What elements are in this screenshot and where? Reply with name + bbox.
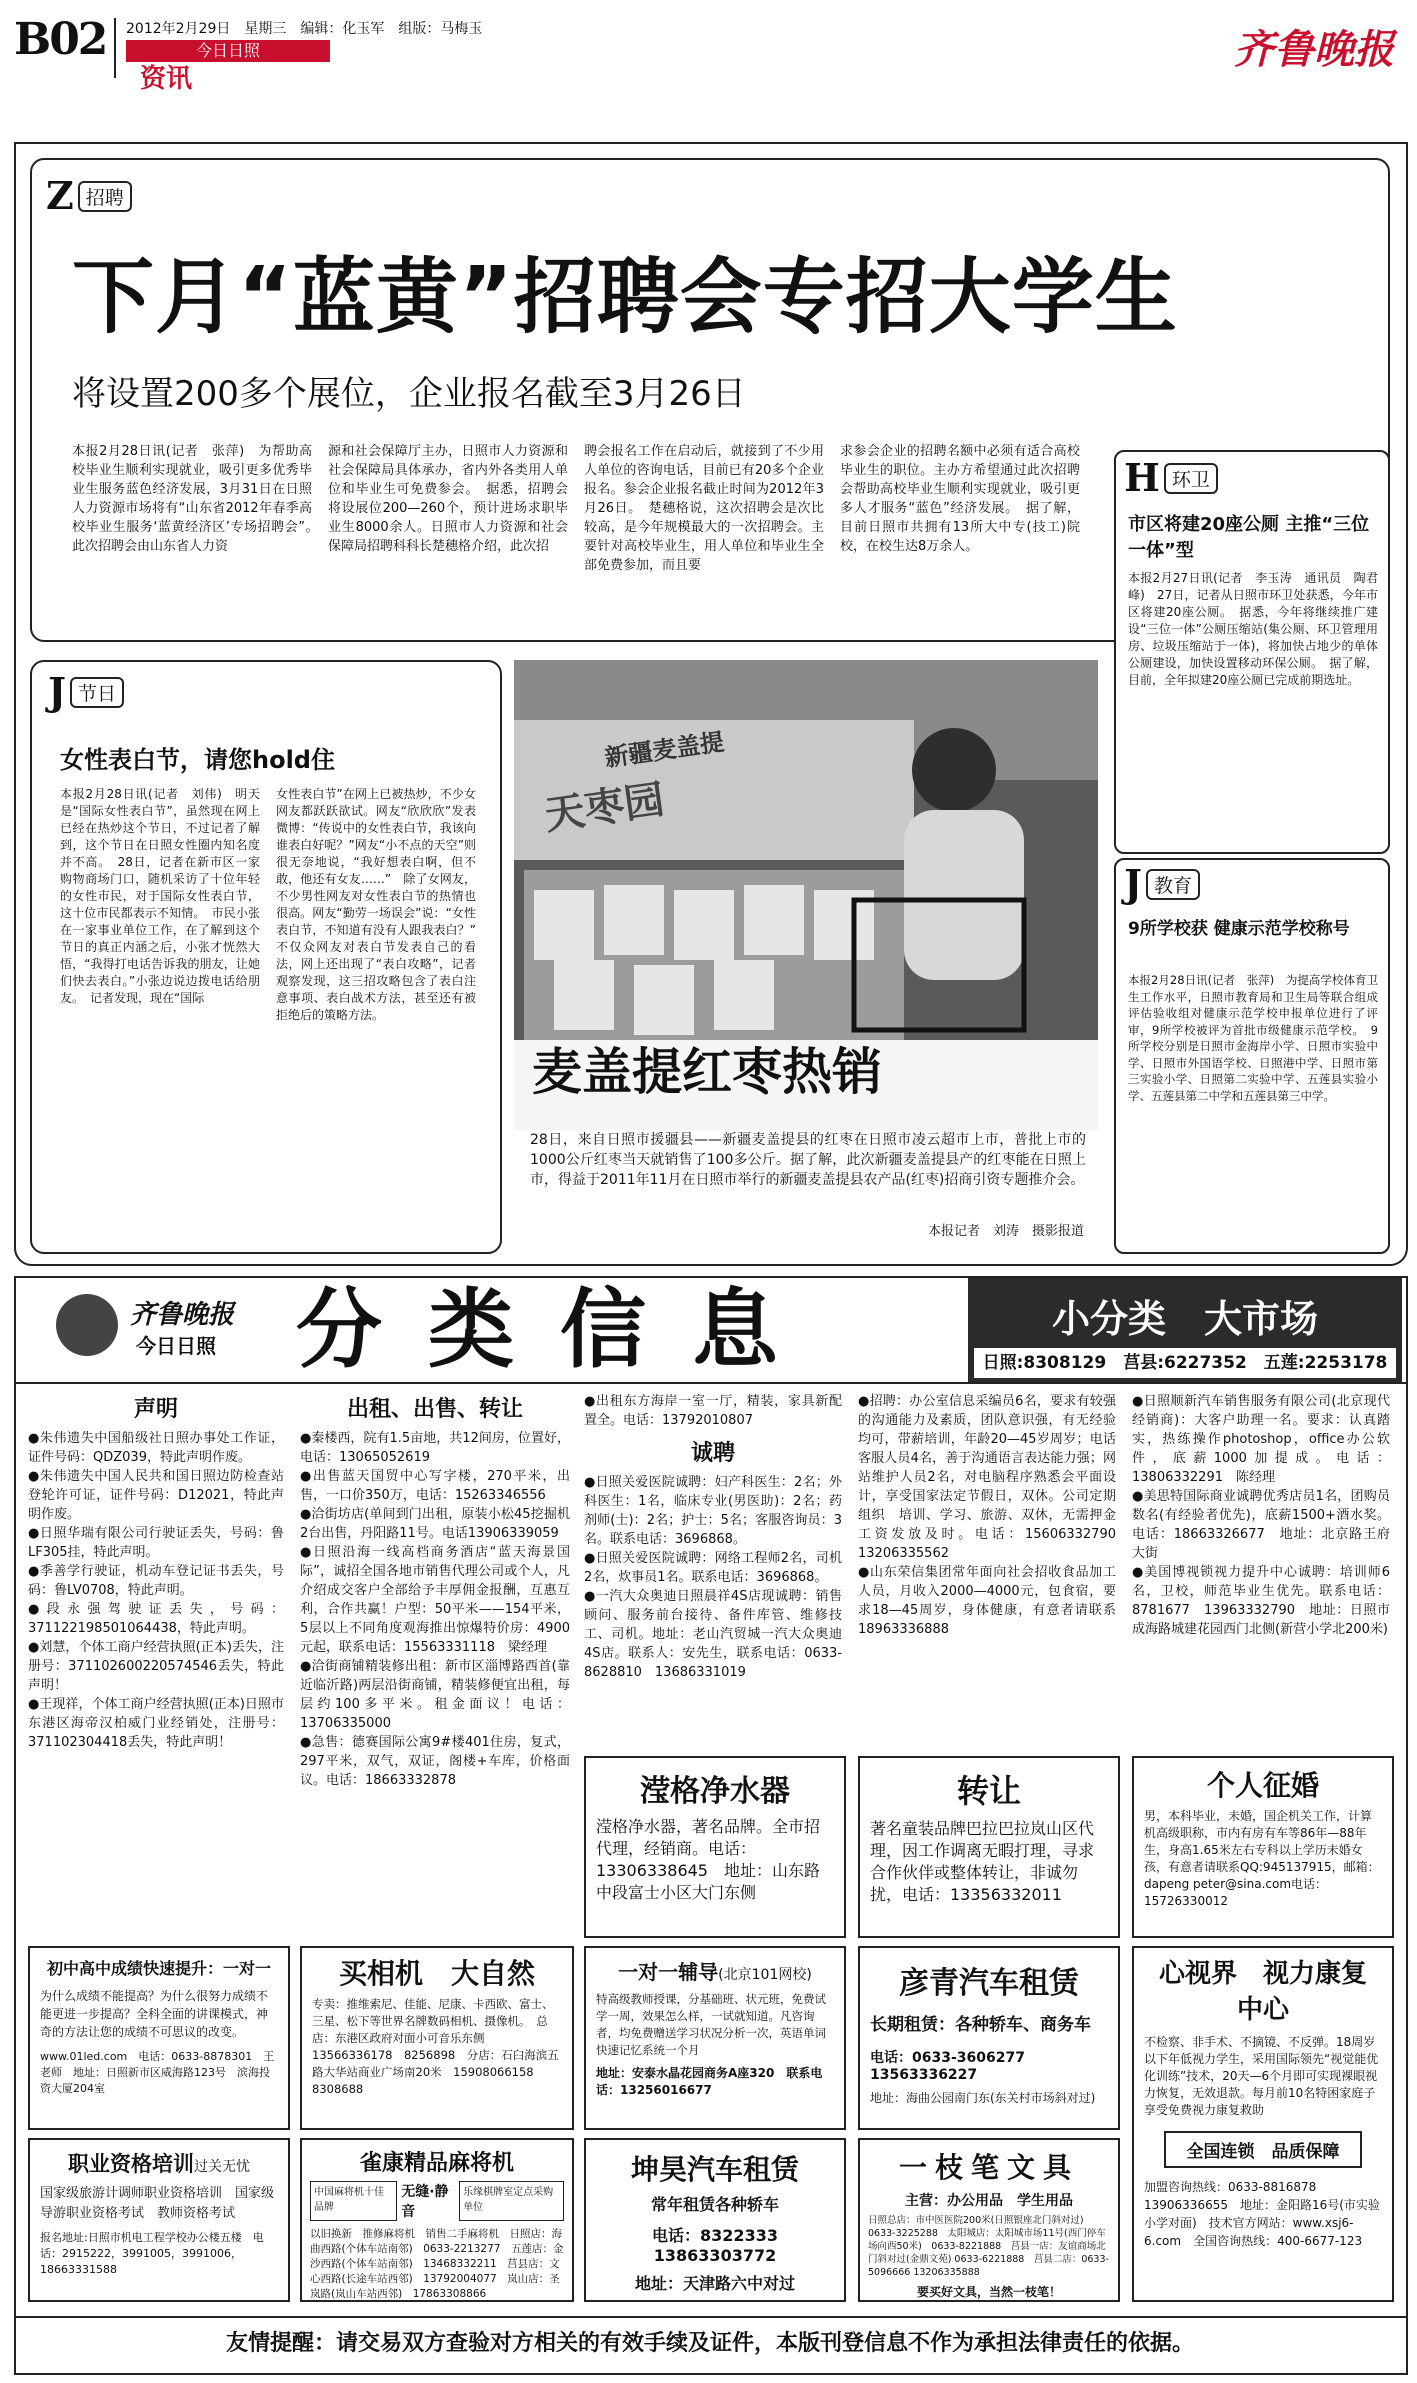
ad-title: [586, 1956, 844, 1985]
ad-title-suffix: (北京101网校): [718, 1967, 812, 1983]
ad-body: 长期租赁：各种轿车、商务车: [870, 2015, 1091, 2035]
page-header: [14, 8, 1404, 94]
list-item: ●段永强驾驶证丢失，号码：371122198501064438，特此声明。: [28, 1602, 284, 1636]
jiaoyu-story: [1114, 858, 1390, 1254]
badge: 乐缘棋牌室定点采购单位: [459, 2181, 564, 2221]
jieri-col-2: 女性表白节”在网上已被热炒，不少女网友都跃跃欲试。网友“欣欣欣”发表微博：“传说中的女性表白节，我该向谁表白好呢？”网友“小不点的天空”则很无奈地说，“我好想表白啊，但不敢，他还有女友……” 除了女网友，不少男性网友对女性表白节的热情也很高。网友“勤劳一场误会”说：“女性表白节，不知道有没有人跟我表白？” 不仅众网友对表白节发表自己的看法，网上还出现了“表白攻略”，记者观察发现，这三招攻略包含了表白注意事项、表白战术方法，甚至还有被拒绝后的策略方法。: [276, 787, 489, 1022]
jieri-tag: [48, 669, 124, 714]
ad-phone: 电话：8322333 13863303772: [652, 2226, 794, 2265]
photo-title: 麦盖提红枣热销: [532, 1043, 882, 1101]
list-item: ●刘慧，个体工商户经营执照(正本)丢失，注册号：371102600220574546丢失，特此声明！: [28, 1640, 284, 1693]
huanwei-body: 本报2月27日讯(记者 李玉涛 通讯员 陶君峰) 27日，记者从日照市环卫处获悉，今年市区将建20座公厕。 据悉，今年将继续推广建设“三位一体”公厕压缩站(集公厕、环卫管理用房、垃圾压缩站于一体)，将加快占地少的单体公厕建设，加快设置移动环保公厕。 据了解，目前，全年拟建20座公厕已完成前期选址。: [1128, 571, 1378, 687]
ad-title: 坤昊汽车租赁: [630, 2153, 799, 2186]
ad-subtitle: 常年租赁各种轿车: [650, 2195, 779, 2214]
ad-transfer: [858, 1756, 1120, 1938]
ad-title-main: 职业资格培训: [68, 2152, 194, 2176]
header-divider: [114, 18, 116, 78]
logo-bottom: 今日日照: [136, 1334, 216, 1358]
photo-sign-1: 新疆麦盖提: [602, 727, 726, 773]
ad-contact: 加盟咨询热线：0633-8816878 13906336655 地址：金阳路16号(市实验小学对面) 技术官方网站：www.xsj6-6.com 全国咨询热线：400-6677-123: [1144, 2180, 1380, 2248]
list-item: ●美思特国际商业诚聘优秀店员1名，团购员数名(有经验者优先)，底薪1500+酒水奖。电话：18663326677 地址：北京路王府大街: [1132, 1489, 1390, 1561]
ad-kunhao-rental: [584, 2138, 846, 2302]
hotlines: 日照:8308129 莒县:6227352 五莲:2253178: [974, 1348, 1396, 1378]
ad-title: 一枝笔文具: [898, 2151, 1079, 2184]
jiaoyu-title: 9所学校获 健康示范学校称号: [1128, 919, 1350, 939]
jieri-col-1: 本报2月28日讯(记者 刘伟) 明天是“国际女性表白节”，虽然现在网上已经在热炒这个节日，不过记者了解到，这个节日在日照女性圈内知名度并不高。 28日，记者在新市区一家购物商场门口，随机采访了十位年轻的女性市民，对于国际女性表白节，这十位市民都表示不知情。 市民小张在一家事业单位工作，在了解到这个节日的真正内涵之后，小张才恍然大悟，“我得打电话告诉我的朋友，让她们快去表白。”小张边说边拨电话给朋友。 记者发现，现在“国际: [60, 787, 260, 1005]
ad-address: 地址：天津路六中对过: [634, 2274, 795, 2293]
brand-logo: 齐鲁晚报: [1234, 26, 1394, 73]
lead-headline: 下月“蓝黄”招聘会专招大学生: [72, 250, 1178, 345]
footer-reminder: 友情提醒：请交易双方查验对方相关的有效手续及证件，本版刊登信息不作为承担法律责任的依据。: [225, 2331, 1194, 2356]
section-title: 资讯: [140, 64, 193, 94]
photo-credit: 本报记者 刘涛 摄影报道: [927, 1224, 1084, 1239]
ad-title: 个人征婚: [1206, 1769, 1319, 1802]
tag-label: 招聘: [78, 181, 132, 212]
col-heading: 声明: [133, 1397, 178, 1422]
classified-col-2: [300, 1392, 570, 1790]
lead-tag: [46, 173, 132, 218]
photo-story: [514, 660, 1098, 1250]
ad-one-to-one: [584, 1946, 846, 2130]
list-item: ●美国博视锁视力提升中心诚聘：培训师6名，卫校，师范毕业生优先。联系电话：8781677 13963332790 地址：日照市成海路城建花园西门北侧(新营小学北200米): [1132, 1565, 1390, 1637]
ad-title: 彦青汽车租赁: [899, 1966, 1079, 2001]
ad-title: 雀康精品麻将机: [359, 2151, 514, 2176]
classified-logo: [56, 1288, 276, 1368]
tag-letter: Z: [46, 173, 74, 218]
ad-body: 国家级旅游计调师职业资格培训 国家级导游职业资格考试 教师资格考试: [40, 2186, 275, 2221]
list-item: ●日照华瑞有限公司行驶证丢失，号码：鲁LF305挂，特此声明。: [28, 1526, 284, 1560]
lead-col-3: 聘会报名工作在启动后，就接到了不少用人单位的咨询电话，目前已有20多个企业报名。参会企业报名截止时间为2012年3月26日。 楚穗格说，这次招聘会是次比较高，是今年规模最大的一次招聘会。主要针对高校毕业生，用人单位和毕业生全部免费参加，而且要: [584, 444, 824, 573]
ad-contact: 报名地址:日照市机电工程学校办公楼五楼 电话：2915222，3991005，3991006，18663331588: [40, 2231, 264, 2276]
ad-body: 不检察、非手术、不摘镜、不反弹。18周岁以下年低视力学生，采用国际领先“视觉能优化训练”技术，20天—6个月即可实现裸眼视力恢复，无效退款。每月前10名特困家庭子享受免费视力康复救助: [1144, 2035, 1379, 2117]
tag-letter: H: [1124, 455, 1160, 500]
footer-rule: [14, 2316, 1406, 2318]
banner-rule: [14, 1382, 1406, 1384]
classified-col-4: [858, 1392, 1130, 1639]
jiaoyu-tag: [1124, 861, 1200, 906]
photo-caption: 28日，来自日照市援疆县——新疆麦盖提县的红枣在日照市凌云超市上市，普批上市的1000公斤红枣当天就销售了100多公斤。据了解，此次新疆麦盖提县产的红枣能在日照上市，得益于2011年11月在日照市举行的新疆麦盖提县农产品(红枣)招商引资专题推介会。: [530, 1132, 1086, 1188]
list-item: ●朱伟遗失中国船级社日照办事处工作证，证件号码：QDZ039，特此声明作废。: [28, 1431, 284, 1465]
header-date: 2012年2月29日 星期三 编辑：化玉军 组版：马梅玉: [126, 21, 483, 37]
list-item: ●季善学行驶证，机动车登记证书丢失，号码：鲁LV0708，特此声明。: [28, 1564, 284, 1598]
ad-certification: [28, 2138, 290, 2302]
list-item: ●秦楼西，院有1.5亩地，共12间房，位置好，电话：13065052619: [300, 1431, 570, 1465]
classified-col-5: [1132, 1392, 1390, 1639]
ad-title: 转让: [956, 1772, 1021, 1810]
ad-body: 滢格净水器，著名品牌。全市招代理，经销商。电话：13306338645 地址：山东路中段富士小区大门东侧: [596, 1817, 821, 1902]
logo-circle-icon: [56, 1294, 118, 1356]
lead-subhead: 将设置200多个展位，企业报名截至3月26日: [72, 374, 746, 414]
list-item: ●洽街坊店(单间到门出租，原装小松45挖掘机2台出售，丹阳路11号。电话13906339059: [300, 1507, 570, 1541]
ad-title: 心视界 视力康复中心: [1158, 1959, 1367, 2025]
ad-mahjong: [300, 2138, 574, 2302]
ad-camera: [300, 1946, 574, 2130]
notice-list: [28, 1429, 284, 1752]
ad-contact: 地址：安泰水晶花园商务A座320 联系电话：13256016677: [596, 2066, 823, 2097]
ad-title: 滢格净水器: [640, 1774, 790, 1809]
list-item: ●招聘：办公室信息采编员6名，要求有较强的沟通能力及素质，团队意识强，有无经验均可，带薪培训，年龄20—45岁周岁；电话客服人员4名，善于沟通语言表达能力强；网站维护人员2名，对电脑程序熟悉会平面设计，享受国家法定节假日，双休。公司定期组织 培训、学习、旅游、双休，无需押金工资发放及时。电话：15606332790 13206335562: [858, 1394, 1130, 1561]
ad-title-suffix: 过关无忧: [194, 2159, 250, 2175]
tag-label: 教育: [1146, 869, 1200, 900]
classified-banner: [16, 1278, 1402, 1382]
list-item: ●出售蓝天国贸中心写字楼，270平米，出售，一口价350万，电话：15263346556: [300, 1469, 570, 1503]
lead-col-4: 求参会企业的招聘名额中必须有适合高校毕业生的职位。主办方希望通过此次招聘会帮助高校毕业生顺利实现就业，吸引更多人才服务“蓝色”经济发展。 据了解，目前日照市共拥有13所大中专(技工)院校，在校生达8万余人。: [840, 444, 1080, 554]
ad-body: 为什么成绩不能提高？为什么很努力成绩不能更进一步提高？全科全面的讲课模式，神奇的方法让您的成绩不可思议的改变。: [40, 1989, 269, 2039]
logo-top: 齐鲁晚报: [130, 1300, 235, 1330]
lead-col-2: 源和社会保障厅主办，日照市人力资源和社会保障局具体承办，省内外各类用人单位和毕业生可免费参会。 据悉，招聘会将设展位200—260个，预计进场求职毕业生8000余人。日照市人力资源和社会保障局招聘科科长楚穗格介绍，此次招: [328, 444, 568, 554]
slogan: 小分类 大市场: [1051, 1297, 1318, 1341]
ad-body: 日照总店：市中医医院200米(日照银座北门斜对过) 0633-3225288 太阳城店：太阳城市场11号(西门停车场向西50米) 0633-8221888 莒县一店：友谊商场北门斜对过(金鼎文苑) 0633-6221888 莒县二店：0633-5096666 13206335888: [868, 2215, 1109, 2278]
ad-stationery: [858, 2138, 1120, 2302]
list-item: ●出租东方海岸一室一厅，精装，家具新配置全。电话：13792010807: [584, 1394, 842, 1428]
list-item: ●一汽大众奥迪日照晨祥4S店现诚聘：销售顾问、服务前台接待、备件库管、维修技工、司机。地址：老山汽贸城一汽大众奥迪4S店。联系人：安先生，联系电话：0633-8628810 13686331019: [584, 1589, 842, 1680]
list-item: ●日照顺新汽车销售服务有限公司(北京现代经销商)：大客户助理一名。要求：认真踏实，热练操作photoshop，office办公软件，底薪1000加提成。电话：13806332291 陈经理: [1132, 1394, 1390, 1485]
ad-subtitle: 主营：办公用品 学生用品: [905, 2193, 1073, 2209]
tag-letter: J: [48, 669, 66, 714]
list-item: ●山东荣信集团常年面向社会招收食品加工人员，月收入2000—4000元，包食宿，要求18—45周岁，身体健康，有意者请联系18963336888: [858, 1565, 1116, 1637]
list-item: ●日照关爱医院诚聘：妇产科医生：2名；外科医生：1名，临床专业(男医助)：2名；药剂师(士)：2名；护士：5名；客服咨询员：3名。联系电话：3696868。: [584, 1475, 842, 1547]
edition-badge: 今日日照: [126, 40, 330, 62]
photo-sign-2: 天枣园: [541, 776, 668, 840]
ad-slogan: 要买好文具，当然一枝笔！: [916, 2285, 1061, 2299]
jieri-story: [30, 660, 502, 1254]
classified-title: 分类信息: [296, 1280, 824, 1380]
ad-tutoring: [28, 1946, 290, 2130]
ad-badges: [302, 2177, 572, 2225]
list-item: ●日照沿海一线高档商务酒店“蓝天海景国际”，诚招全国各地市销售代理公司或个人，凡介绍成交客户全部给予丰厚佣金报酬，互惠互利，合作共赢！户型：50平米——154平米，5层以上不同角度观海推出惊爆特价房：4900元起，联系电话：15563331118 梁经理: [300, 1545, 570, 1655]
list-item: ●日照关爱医院诚聘：网络工程师2名，司机2名，炊事员1名。联系电话：3696868。: [584, 1551, 842, 1585]
classified-col-3: [584, 1392, 842, 1682]
ad-body: 专卖：推维索尼、佳能、尼康、卡西欧、富士、三星、松下等世界名牌数码相机、摄像机。 总店：东港区政府对面小可音乐东侧 13566336178 8256898 分店：石臼海滨五路大华站商业广场南20米 15908066158 8308688: [312, 1997, 559, 2096]
huanwei-tag: [1124, 455, 1218, 500]
lead-col-1: 本报2月28日讯(记者 张萍) 为帮助高校毕业生顺利实现就业，吸引更多优秀毕业生服务蓝色经济发展，3月31日在日照人力资源市场将有“山东省2012年春季高校毕业生服务‘蓝黄经济区’专场招聘会”。 此次招聘会由山东省人力资: [72, 444, 326, 554]
ad-body: 著名童装品牌巴拉巴拉岚山区代理，因工作调离无暇打理，寻求合作伙伴或整体转让，非诚勿扰，电话：13356332011: [870, 1819, 1095, 1904]
tag-letter: J: [1124, 861, 1142, 906]
tag-label: 节日: [70, 677, 124, 708]
jieri-title: 女性表白节，请您hold住: [60, 746, 335, 774]
ad-vision-center: [1132, 1946, 1394, 2302]
ad-body: 以旧换新 推修麻将机 销售二手麻将机 日照店：海曲西路(个体车站南邻) 0633-2213277 五莲店：金沙西路(个体车站南邻) 13468332211 莒县店：文心西路(长途车站西邻) 13792004077 岚山店：圣岚路(岚山车站西邻) 17863308866: [310, 2228, 564, 2300]
ad-yanqing-rental: [858, 1946, 1120, 2130]
list-item: ●洽街商铺精装修出租：新市区淄博路西首(靠近临沂路)两层沿街商铺，精装修便宜出租，每层约100多平米。租金面议！电话：13706335000: [300, 1659, 570, 1731]
ad-contact: www.01led.com 电话：0633-8878301 王老师 地址：日照新市区威海路123号 滨海投资大厦204室: [40, 2050, 275, 2095]
list-item: ●朱伟遗失中国人民共和国日照边防检查站登轮许可证，证件号码：D12021，特此声明作废。: [28, 1469, 284, 1522]
ad-marriage: [1132, 1756, 1394, 1938]
classified-col-1: [28, 1392, 284, 1752]
col-heading: 诚聘: [690, 1441, 735, 1466]
ad-title: [30, 2148, 288, 2178]
list-item: ●急售：德赛国际公寓9#楼401住房，复式，297平米，双气，双证，阁楼+车库，价格面议。电话：18663332878: [300, 1735, 570, 1788]
ad-chain-badge: 全国连锁 品质保障: [1164, 2131, 1362, 2168]
badge: 中国麻将机十佳品牌: [310, 2181, 397, 2221]
jiaoyu-body: 本报2月28日讯(记者 张萍) 为提高学校体育卫生工作水平，日照市教育局和卫生局等联合组成评估验收组对健康示范学校申报单位进行了评审，9所学校被评为首批市级健康示范学校。 9所学校分别是日照市金海岸小学、日照市实验中学、日照市外国语学校、日照港中学、日照市第三实验小学、日照第二实验中学、五莲县实验小学、五莲县第二中学和五莲县第三中学。: [1128, 973, 1378, 1103]
ad-address: 地址：海曲公园南门东(东关村市场斜对过): [870, 2091, 1096, 2105]
ad-body: 男，本科毕业，未婚，国企机关工作，计算机高级职称，市内有房有车等86年—88年生，身高1.65米左右专科以上学历未婚女孩，有意者请联系QQ:945137915，邮箱：dapeng peter@sina.com电话：15726330012: [1144, 1809, 1380, 1908]
col-heading: 出租、出售、转让: [346, 1397, 523, 1422]
ad-title-main: 一对一辅导: [618, 1960, 719, 1984]
page-number: B02: [14, 14, 107, 65]
badge: 无缝·静音: [401, 2184, 449, 2220]
tag-label: 环卫: [1164, 463, 1218, 494]
ad-body: 特高级教师授课，分基础班、状元班，免费试学一周，效果怎么样，一试就知道。凡咨询者，均免费赠送学习状况分析一次，英语单词快速记忆系统一个月: [596, 1992, 826, 2057]
list-item: ●王现祥，个体工商户经营执照(正本)日照市东港区海帝汉柏威门业经销处，注册号：371102304418丢失，特此声明！: [28, 1697, 284, 1750]
ad-title: 买相机 大自然: [338, 1957, 535, 1990]
ad-title: 初中高中成绩快速提升：一对一: [46, 1959, 271, 1978]
huanwei-title: 市区将建20座公厕 主推“三位一体”型: [1128, 514, 1370, 561]
ad-water-purifier: [584, 1756, 846, 1938]
ad-phone: 电话：0633-3606277 13563336227: [870, 2050, 1039, 2083]
huanwei-story: [1114, 450, 1390, 854]
